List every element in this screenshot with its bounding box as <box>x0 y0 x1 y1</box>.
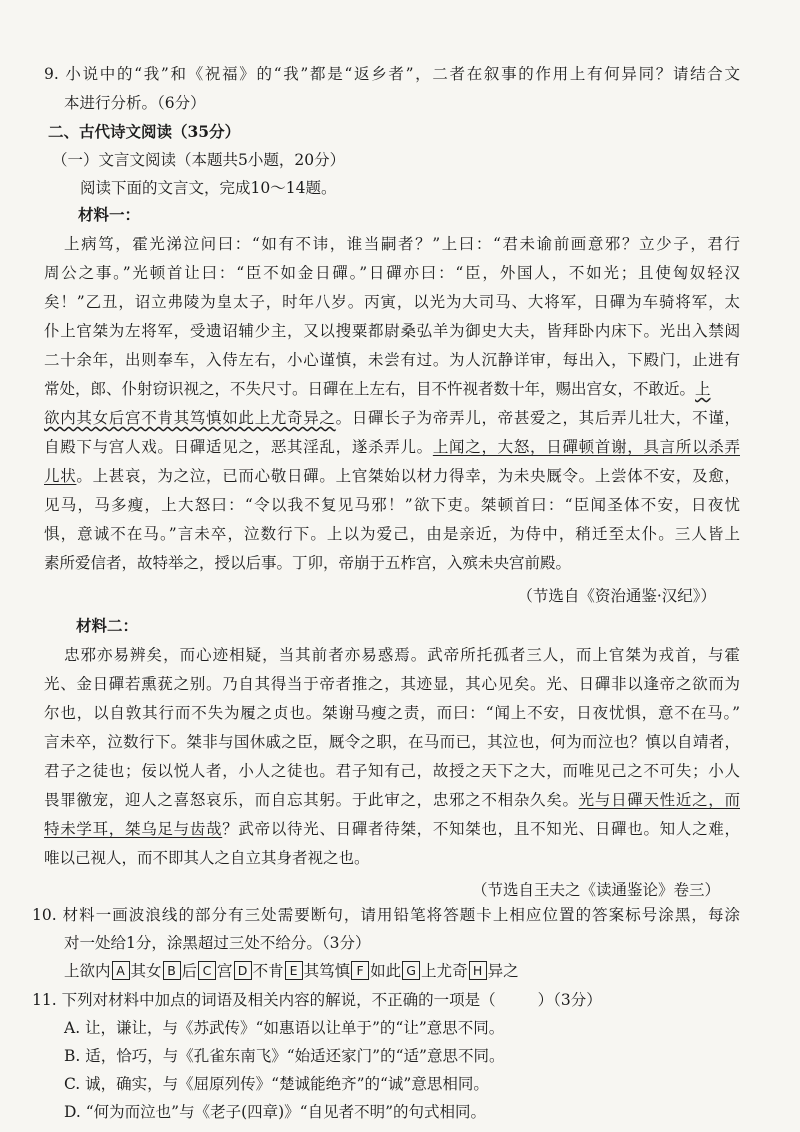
material2-line: 言未卒，泣数行下。桀非与国休戚之臣，厩令之职，在马而已，其泣也，何为而泣也？慎以自靖者， <box>44 733 740 751</box>
material1-line: 惧，意诚不在马。”言未卒，泣数行下。上以为爱己，由是亲近，为侍中，稍迁至太仆。三人皆上 <box>44 525 740 543</box>
material1-line: 见马，马多瘦，上大怒曰：“令以我不复见马邪！”欲下吏。桀顿首曰：“臣闻圣体不安，日夜忧 <box>44 496 740 514</box>
material2-line: 唯以己视人，而不即其人之自立其身者视之也。 <box>44 849 370 867</box>
q11-option-b: B. 适，恰巧，与《孔雀东南飞》“始适还家门”的“适”意思不同。 <box>64 1047 505 1065</box>
q11-option-a: A. 让，谦让，与《苏武传》“如惠语以让单于”的“让”意思不同。 <box>64 1019 505 1037</box>
q11-stem-text: 11. 下列对材料中加点的词语及相关内容的解说，不正确的一项是（ <box>32 991 496 1009</box>
underlined-sentence-end: 特未学耳，桀乌足与齿哉 <box>44 820 223 838</box>
material1-line-rest: 。日磾长子为帝弄儿，帝甚爱之，其后弄儿壮大，不谨， <box>335 409 740 427</box>
q9-line1: 9. 小说中的“我”和《祝福》的“我”都是“返乡者”，二者在叙事的作用上有何异同？请结合文 <box>44 65 740 83</box>
q11-option-c: C. 诚，确实，与《屈原列传》“楚诚能绝齐”的“诚”意思相同。 <box>64 1075 489 1093</box>
material2-label: 材料二： <box>76 616 139 635</box>
answer-marker-box[interactable]: F <box>351 961 369 980</box>
material1-line-underline <box>44 437 740 457</box>
underlined-sentence: 光与日磾天性近之，而 <box>578 791 740 809</box>
material1-line: 矣！”乙丑，诏立弗陵为皇太子，时年八岁。丙寅，以光为大司马、大将军，日磾为车骑将军，太 <box>44 293 740 311</box>
q10-answer-sentence <box>64 961 519 981</box>
q10-segment: 不肯 <box>252 962 284 980</box>
section2-title: 二、古代诗文阅读（35分） <box>48 122 241 141</box>
material1-line-wavy <box>44 408 740 428</box>
answer-marker-box[interactable]: A <box>112 961 130 980</box>
material2-line-underline-end <box>44 819 740 839</box>
material1-source: （节选自《资治通鉴·汉纪》） <box>517 587 716 605</box>
answer-marker-box[interactable]: B <box>163 961 181 980</box>
q10-segment: 其女 <box>130 962 162 980</box>
material2-line: 君子之徒也；佞以悦人者，小人之徒也。君子知有己，故授之天下之大，而唯见己之不可失；小人 <box>44 762 740 780</box>
answer-marker-box[interactable]: E <box>285 961 303 980</box>
material1-line-underline-end <box>44 466 740 486</box>
answer-marker-box[interactable]: D <box>234 961 252 980</box>
material2-source: （节选自王夫之《读通鉴论》卷三） <box>471 881 720 899</box>
material2-line-pre: 畏罪徼宠，迎人之喜怒哀乐，而自忘其躬。于此审之，忠邪之不相杂久矣。 <box>44 791 579 809</box>
q10-segment: 后 <box>181 962 198 980</box>
answer-marker-box[interactable]: C <box>198 961 216 980</box>
material1-line: 仆上官桀为左将军，受遗诏辅少主，又以搜粟都尉桑弘羊为御史大夫，皆拜卧内床下。光出入禁闼 <box>44 322 740 340</box>
material2-line-underline <box>44 790 740 810</box>
q11-stem <box>32 990 602 1010</box>
q10-line1: 10. 材料一画波浪线的部分有三处需要断句，请用铅笔将答题卡上相应位置的答案标号涂黑，每涂 <box>32 906 740 924</box>
material2-line: 尔也，以自敦其行而不失为履之贞也。桀谢马瘦之责，而曰：“闻上不安，日夜忧惧，意不在马。” <box>44 704 740 722</box>
material1-line: 素所爱信者，故特举之，授以后事。丁卯，帝崩于五柞宫，入殡未央宫前殿。 <box>44 554 572 572</box>
underlined-sentence: 上闻之，大怒，日磾顿首谢，具言所以杀弄 <box>432 438 740 456</box>
material1-line-text: 常处，郎、仆射窃识视之，不失尺寸。日磾在上左右，目不忤视者数十年，赐出宫女，不敢近。 <box>44 380 696 398</box>
q10-line2: 对一处给1分，涂黑超过三处不给分。（3分） <box>64 934 371 952</box>
q10-segment: 上欲内 <box>64 962 111 980</box>
material2-line: 光、金日磾若熏莸之别。乃自其得当于帝者推之，其迹显，其心见矣。光、日磾非以逢帝之欲而为 <box>44 675 740 693</box>
q11-option-d: D. “何为而泣也”与《老子(四章)》“自见者不明”的句式相同。 <box>64 1103 487 1121</box>
q11-stem-score: ）（3分） <box>537 991 602 1009</box>
material2-line-rest: ？武帝以待光、日磾者待桀，不知桀也，且不知光、日磾也。知人之难， <box>222 820 740 838</box>
material1-label: 材料一： <box>78 205 141 224</box>
q10-segment: 上尤奇 <box>421 962 468 980</box>
underlined-sentence-end: 儿状 <box>44 467 77 485</box>
q10-segment: 其笃慎 <box>303 962 351 980</box>
material1-line-pre: 自殿下与宫人戏。日磾适见之，恶其淫乱，遂杀弄儿。 <box>44 438 433 456</box>
material2-line: 忠邪亦易辨矣，而心迹相疑，当其前者亦易惑焉。武帝所托孤者三人，而上官桀为戎首，与霍 <box>64 646 740 664</box>
material1-line: 上病笃，霍光涕泣问曰：“如有不讳，谁当嗣者？”上曰：“君未谕前画意邪？立少子，君行 <box>64 235 740 253</box>
q10-segment: 异之 <box>487 962 519 980</box>
material1-line: 周公之事。”光顿首让曰：“臣不如金日磾。”日磾亦曰：“臣，外国人，不如光；且使匈奴轻汉 <box>44 264 740 282</box>
section2-instruction: 阅读下面的文言文，完成10～14题。 <box>80 179 337 197</box>
material1-line: 二十余年，出则奉车，入侍左右，小心谨慎，未尝有过。为人沉静详审，每出入，下殿门，止进有 <box>44 351 740 369</box>
answer-marker-box[interactable]: H <box>469 961 487 980</box>
wavy-underline-start: 上 <box>695 380 711 398</box>
q10-segment: 宫 <box>217 962 233 980</box>
q10-segment: 如此 <box>370 962 402 980</box>
q9-line2: 本进行分析。（6分） <box>64 94 206 112</box>
section2-sub1: （一）文言文阅读（本题共5小题，20分） <box>52 151 346 169</box>
answer-marker-box[interactable]: G <box>402 961 420 980</box>
material1-line-rest: 。上甚哀，为之泣，已而心敬日磾。上官桀始以材力得幸，为未央厩令。上尝体不安，及愈， <box>76 467 740 485</box>
wavy-underline-segment: 欲内其女后宫不肯其笃慎如此上尤奇异之 <box>44 409 336 427</box>
material1-line-with-wavy-start <box>44 379 740 399</box>
